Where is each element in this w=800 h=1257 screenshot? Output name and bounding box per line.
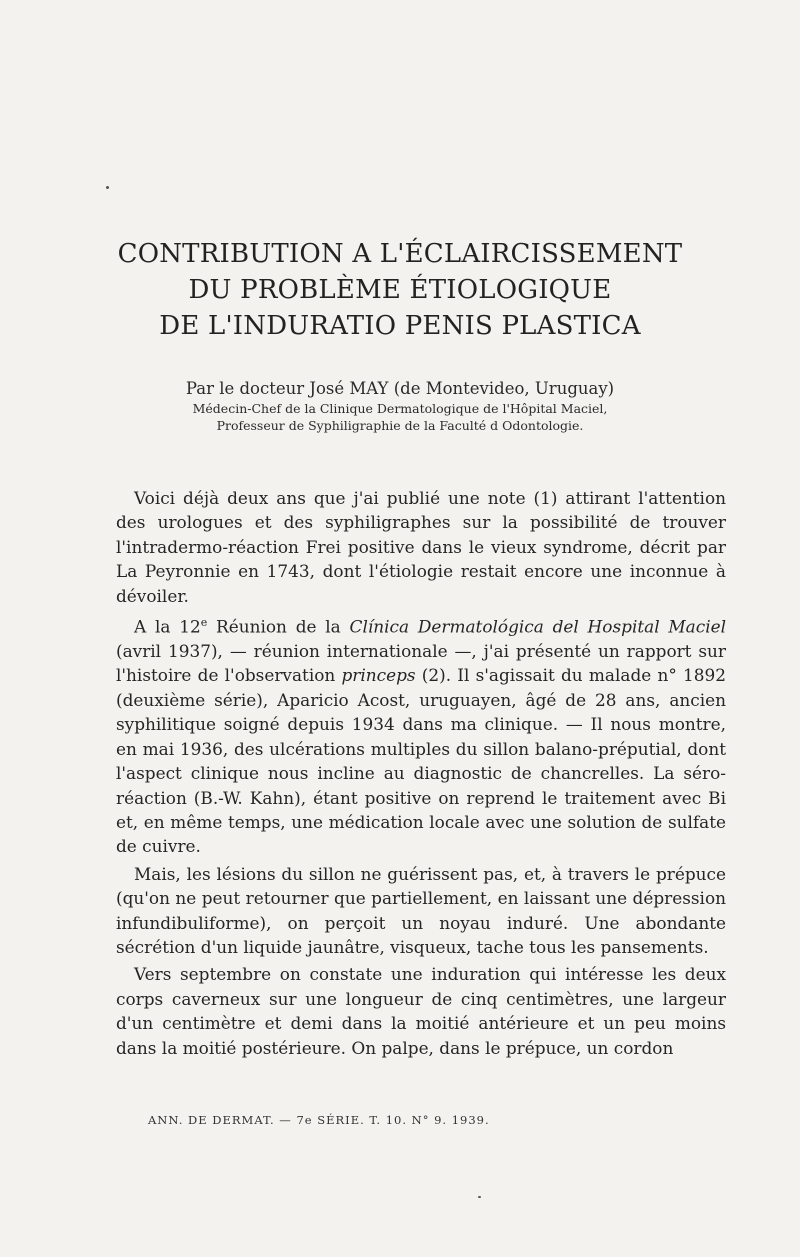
princeps-italic: princeps [341, 665, 416, 686]
title-line-1: CONTRIBUTION A L'ÉCLAIRCISSEMENT [117, 239, 683, 269]
print-speck [478, 1196, 481, 1198]
author-line: Par le docteur José MAY (de Montevideo, Uruguay) [185, 379, 615, 398]
affiliation-line-1: Médecin-Chef de la Clinique Dermatologique de l'Hôpital Maciel, [192, 401, 608, 416]
title-line-2: DU PROBLÈME ÉTIOLOGIQUE [188, 275, 612, 305]
paragraph-3: Mais, les lésions du sillon ne guérissent pas, et, à travers le prépuce (qu'on ne peut retourner que partiellement, en laissant une dépression infundibuliforme), on perçoit un noyau induré. Une abondante sécrétion d'un liquide jaunâtre, visqueux, tache tous les pansements. [116, 863, 726, 957]
paragraph-2-part-c: (avril 1937), — réunion internationale —, j'ai présenté un rapport sur l'histoire de l'observation [116, 641, 726, 686]
paragraph-2 [116, 611, 726, 859]
clinic-name-italic: Clínica Dermatológica del Hospital Maciel [349, 616, 726, 637]
paragraph-2-part-b: Réunion de la [207, 616, 350, 637]
byline [60, 378, 740, 434]
superscript-e: e [200, 616, 208, 630]
paragraph-2-part-a: A la 12 [134, 616, 201, 637]
article-body [116, 486, 726, 1063]
affiliation-line-2: Professeur de Syphiligraphie de la Faculté d Odontologie. [216, 418, 584, 433]
print-speck [106, 186, 109, 189]
journal-citation-footer: ANN. DE DERMAT. — 7e SÉRIE. T. 10. N° 9. 1939. [148, 1113, 490, 1127]
paragraph-1: Voici déjà deux ans que j'ai publié une note (1) attirant l'attention des urologues et des syphiligraphes sur la possibilité de trouver l'intradermo-réaction Frei positive dans le vieux syndrome, décrit par La Peyronnie en 1743, dont l'étiologie restait encore une inconnue à dévoiler. [116, 488, 726, 606]
title-line-3: DE L'INDURATIO PENIS PLASTICA [159, 311, 641, 341]
paragraph-4: Vers septembre on constate une induration qui intéresse les deux corps caverneux sur une longueur de cinq centimètres, une largeur d'un centimètre et demi dans la moitié antérieure et un peu moins dans la moitié postérieure. On palpe, dans le prépuce, un cordon [116, 964, 726, 1058]
article-title [60, 236, 740, 344]
paragraph-2-part-d: (2). Il s'agissait du malade n° 1892 (deuxième série), Aparicio Acost, uruguayen, âgé de 28 ans, ancien syphilitique soigné depuis 1934 dans ma clinique. — Il nous montre, en mai 1936, des ulcérations multiples du sillon balano-préputial, dont l'aspect clinique nous incline au diagnostic de chancrelles. La séro-réaction (B.-W. Kahn), étant positive on reprend le traitement avec Bi et, en même temps, une médication locale avec une solution de sulfate de cuivre. [116, 665, 726, 857]
